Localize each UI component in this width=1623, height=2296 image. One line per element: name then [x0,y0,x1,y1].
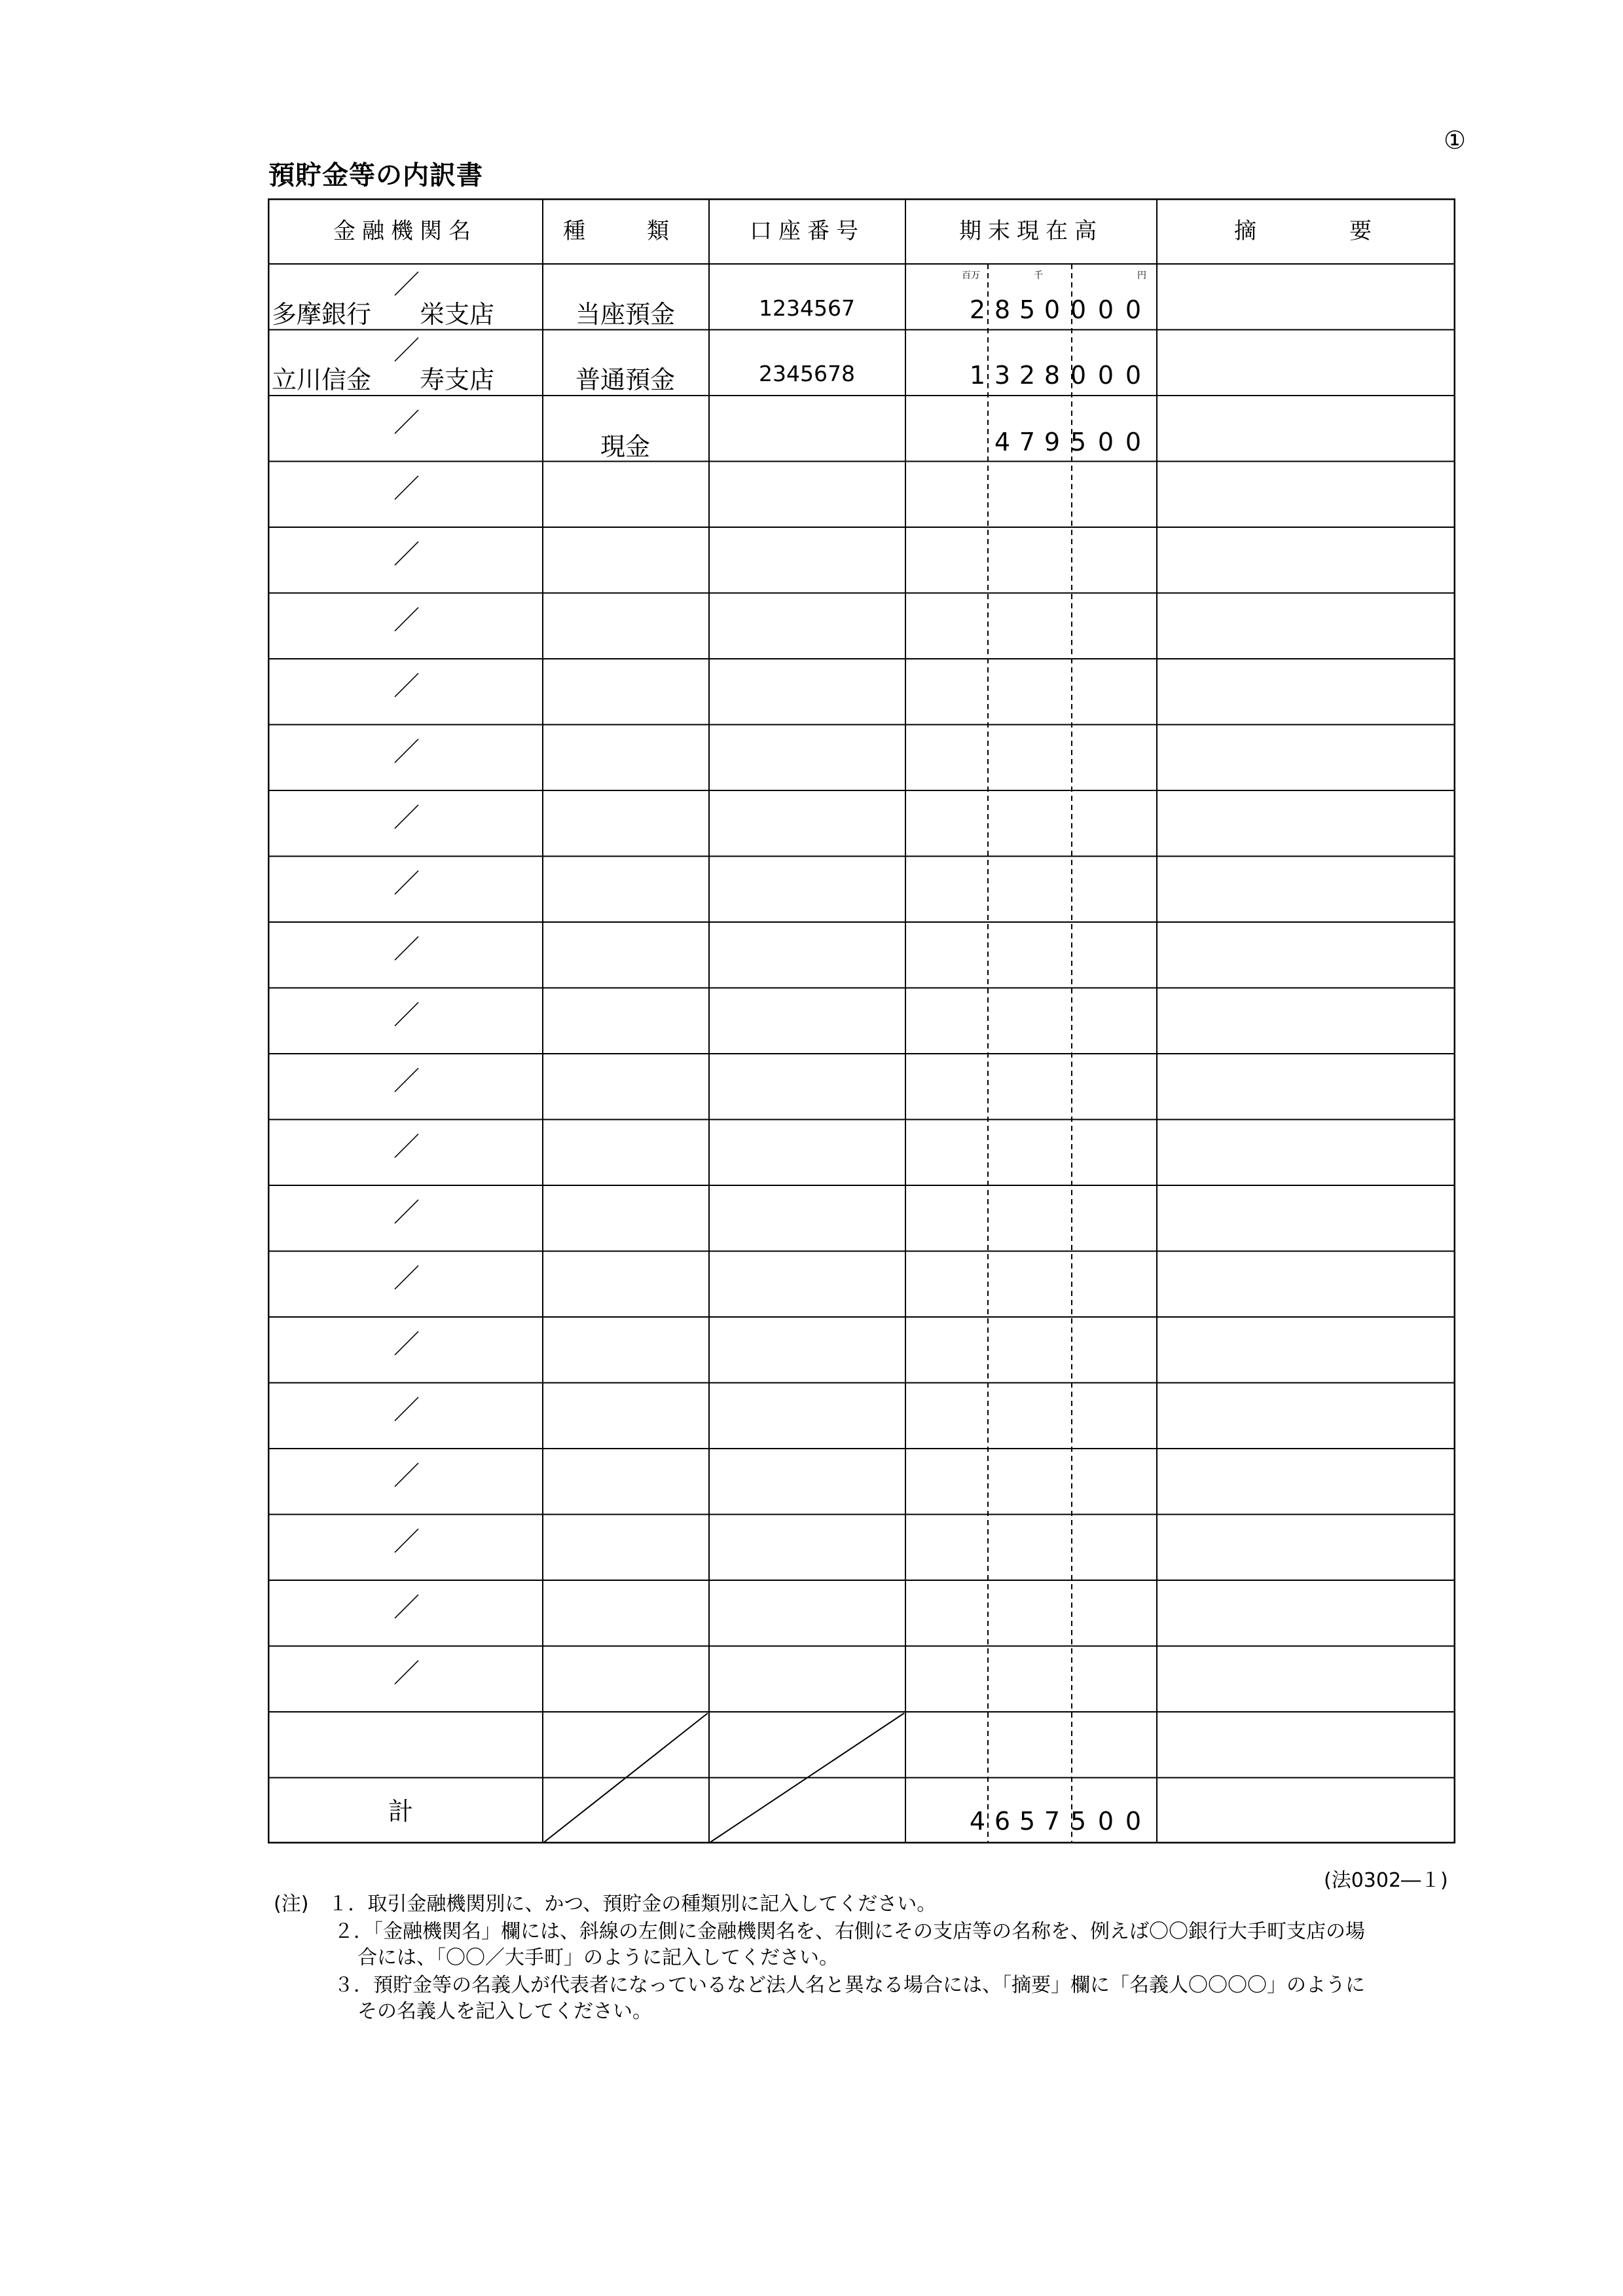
total-digit: 4 [969,1807,986,1836]
unit-thousand: 千 [1034,270,1043,281]
row2-digit: 0 [1125,361,1142,390]
bank-branch-separator: ／ [393,803,420,833]
bank-branch-separator: ／ [393,473,420,504]
row3-kind: 現金 [600,432,651,461]
bank-branch-separator: ／ [393,1461,420,1491]
bank-branch-separator: ／ [393,868,420,899]
bank-branch-separator: ／ [393,1198,420,1228]
row2-digit: 8 [1044,361,1061,390]
document-title: 預貯金等の内訳書 [268,160,483,191]
note-line: 合には、「〇〇／大手町」のように記入してください。 [357,1946,839,1969]
row3-digit: 7 [1019,428,1036,456]
row1-digit: 8 [994,295,1011,324]
total-digit: 5 [1070,1807,1087,1836]
row1-digit: 0 [1070,295,1087,324]
bank-branch-separator: ／ [393,1000,420,1031]
row1-bank: 多摩銀行 [272,300,372,329]
row3-digit: 5 [1070,428,1087,456]
header-account: 口座番号 [750,218,865,244]
bank-branch-separator: ／ [393,605,420,636]
page-number: ① [1444,126,1467,155]
bank-branch-separator: ／ [393,737,420,768]
bank-branch-separator: ／ [393,935,420,965]
row1-digit: 0 [1125,295,1142,324]
bank-branch-separator: ／ [393,671,420,701]
deposit-breakdown-form [268,198,1455,1843]
row1-account: 1234567 [759,295,855,321]
row2-bank: 立川信金 [272,365,372,394]
bank-branch-separator: ／ [393,270,420,300]
row1-digit: 2 [969,295,986,324]
total-label: 計 [388,1797,414,1826]
note-line: ２．「金融機関名」欄には、斜線の左側に金融機関名を、右側にその支店等の名称を、例えば〇〇銀行大手町支店の場 [334,1920,1365,1943]
bank-branch-separator: ／ [393,540,420,570]
unit-yen: 円 [1137,270,1146,281]
bank-branch-separator: ／ [393,1395,420,1426]
row2-digit: 1 [969,361,986,390]
bank-branch-separator: ／ [393,1066,420,1096]
bank-branch-separator: ／ [393,1132,420,1162]
form-grid [268,198,1455,1843]
note-line: ３．預貯金等の名義人が代表者になっているなど法人名と異なる場合には、「摘要」欄に「名義人〇〇〇〇」のように [334,1974,1365,1997]
row1-branch: 栄支店 [420,300,495,329]
row3-digit: 0 [1097,428,1114,456]
row1-digit: 0 [1097,295,1114,324]
bank-branch-separator: ／ [393,408,420,438]
row2-account: 2345678 [759,361,855,386]
row2-branch: 寿支店 [420,365,495,394]
row2-digit: 0 [1097,361,1114,390]
row1-kind: 当座預金 [575,300,676,329]
bank-branch-separator: ／ [393,1527,420,1557]
row2-kind: 普通預金 [575,365,676,394]
bank-branch-separator: ／ [393,1658,420,1689]
total-digit: 0 [1097,1807,1114,1836]
bank-branch-separator: ／ [393,1329,420,1360]
row2-digit: 2 [1019,361,1036,390]
row2-digit: 3 [994,361,1011,390]
bank-branch-separator: ／ [393,1263,420,1294]
header-balance: 期末現在高 [959,218,1103,244]
total-digit: 0 [1125,1807,1142,1836]
header-remarks: 摘 要 [1234,218,1378,244]
total-digit: 7 [1044,1807,1061,1836]
bank-branch-separator: ／ [393,335,420,366]
total-digit: 6 [994,1807,1011,1836]
note-line: その名義人を記入してください。 [357,2000,652,2023]
total-digit: 5 [1019,1807,1036,1836]
row3-digit: 4 [994,428,1011,456]
row1-digit: 5 [1019,295,1036,324]
row3-digit: 9 [1044,428,1061,456]
form-code: (法0302―１) [1324,1869,1448,1892]
note-line: (注) １．取引金融機関別に、かつ、預貯金の種類別に記入してください。 [274,1893,937,1916]
row2-digit: 0 [1070,361,1087,390]
bank-branch-separator: ／ [393,1593,420,1623]
header-institution: 金融機関名 [333,218,477,244]
header-kind: 種 類 [563,218,689,244]
unit-million: 百万 [962,270,980,281]
row3-digit: 0 [1125,428,1142,456]
row1-digit: 0 [1044,295,1061,324]
